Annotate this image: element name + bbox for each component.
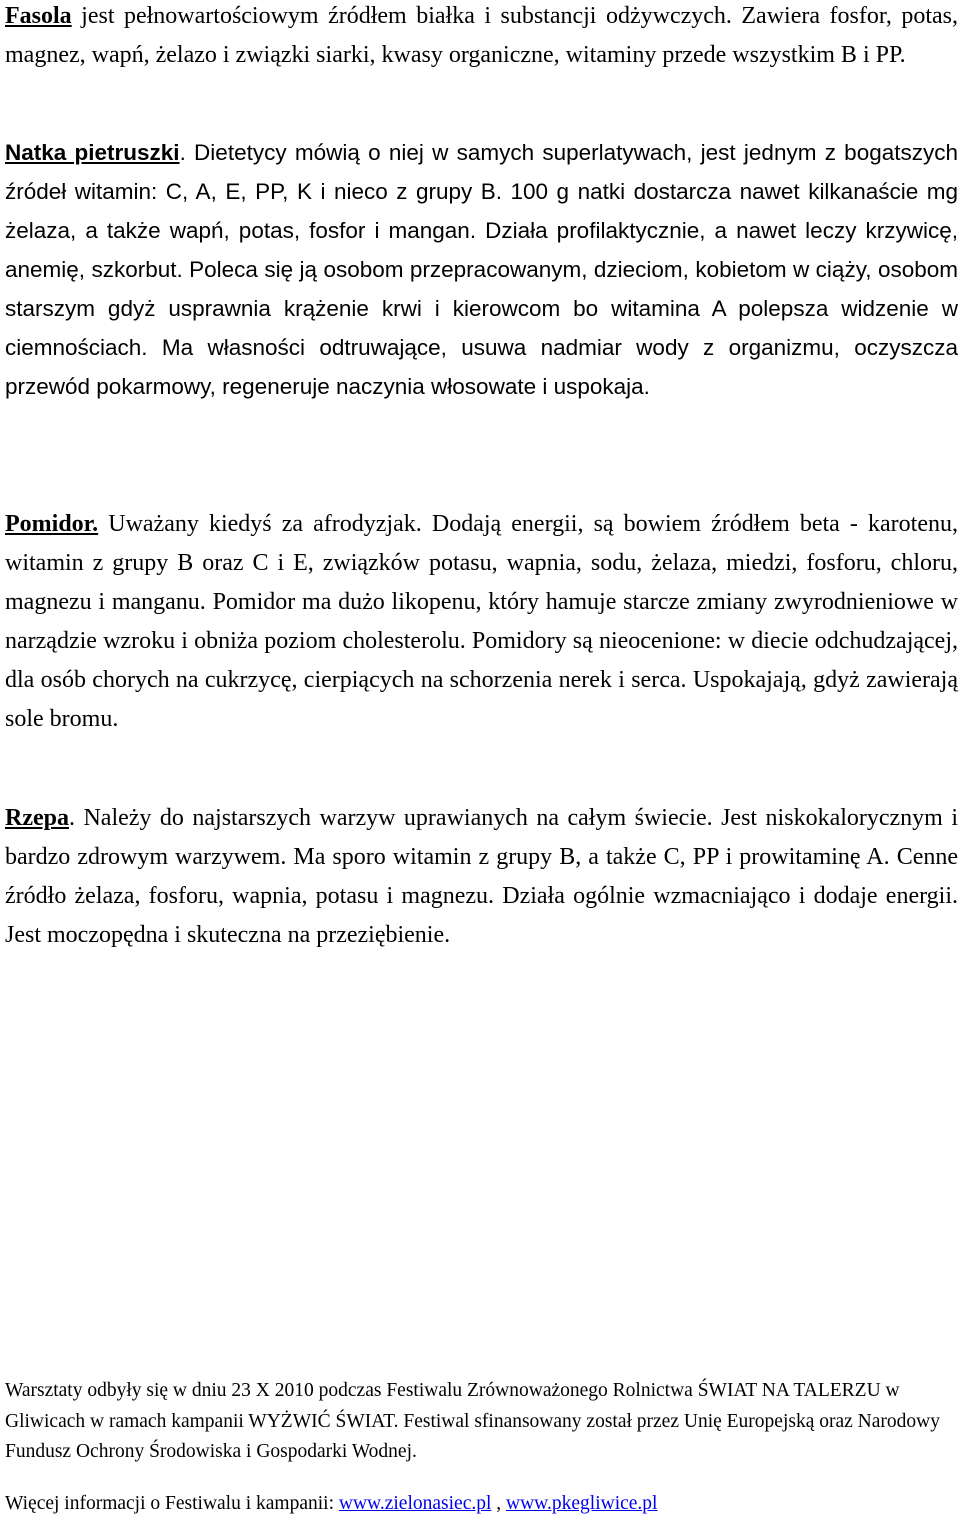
link-pkegliwice[interactable]: www.pkegliwice.pl	[506, 1493, 658, 1514]
footer-more-info	[5, 1489, 960, 1520]
section-rzepa	[5, 799, 958, 955]
section-natka-pietruszki	[5, 133, 958, 406]
section-text-pomidor: Uważany kiedyś za afrodyzjak. Dodają energii, są bowiem źródłem beta - karotenu, witamin z grupy B oraz C i E, związków potasu, wapnia, sodu, żelaza, miedzi, fosforu, chloru, magnezu i manganu. Pomidor ma dużo likopenu, który hamuje starcze zmiany zwyrodnieniowe w narządzie wzroku i obniża poziom cholesterolu. Pomidory są nieocenione: w diecie odchudzającej, dla osób chorych na cukrzycę, cierpiących na schorzenia nerek i serca. Uspokajają, gdyż zawierają sole bromu.	[5, 511, 958, 732]
section-text-fasola: jest pełnowartościowym źródłem białka i substancji odżywczych. Zawiera fosfor, potas, magnez, wapń, żelazo i związki siarki, kwasy organiczne, witaminy przede wszystkim B i PP.	[5, 3, 958, 68]
section-heading-fasola: Fasola	[5, 3, 72, 29]
section-heading-rzepa: Rzepa	[5, 805, 69, 831]
footer-note: Warsztaty odbyły się w dniu 23 X 2010 podczas Festiwalu Zrównoważonego Rolnictwa ŚWIAT NA TALERZU w Gliwicach w ramach kampanii WYŻWIĆ ŚWIAT. Festiwal sfinansowany został przez Unię Europejską oraz Narodowy Fundusz Ochrony Środowiska i Gospodarki Wodnej.	[5, 1380, 940, 1462]
section-text-rzepa: . Należy do najstarszych warzyw uprawianych na całym świecie. Jest niskokalorycznym i bardzo zdrowym warzywem. Ma sporo witamin z grupy B, a także C, PP i prowitaminę A. Cenne źródło żelaza, fosforu, wapnia, potasu i magnezu. Działa ogólnie wzmacniająco i dodaje energii. Jest moczopędna i skuteczna na przeziębienie.	[5, 805, 958, 948]
section-pomidor	[5, 505, 958, 739]
section-fasola	[5, 0, 958, 75]
link-zielonasiec[interactable]: www.zielonasiec.pl	[338, 1493, 492, 1514]
section-heading-natka-pietruszki: Natka pietruszki	[5, 140, 180, 165]
section-text-natka-pietruszki: . Dietetycy mówią o niej w samych superlatywach, jest jednym z bogatszych źródeł witamin: C, A, E, PP, K i nieco z grupy B. 100 g natki dostarcza nawet kilkanaście mg żelaza, a także wapń, potas, fosfor i mangan. Działa profilaktycznie, a nawet leczy krzywicę, anemię, szkorbut. Poleca się ją osobom przepracowanym, dzieciom, kobietom w ciąży, osobom starszym gdyż usprawnia krążenie krwi i kierowcom bo witamina A polepsza widzenie w ciemnościach. Ma własności odtruwające, usuwa nadmiar wody z organizmu, oczyszcza przewód pokarmowy, regeneruje naczynia włosowate i uspokaja.	[5, 140, 958, 399]
section-heading-pomidor: Pomidor.	[5, 511, 99, 537]
footer-more-info-label: Więcej informacji o Festiwalu i kampanii:	[5, 1493, 339, 1514]
footer-link-separator: ,	[491, 1493, 507, 1514]
